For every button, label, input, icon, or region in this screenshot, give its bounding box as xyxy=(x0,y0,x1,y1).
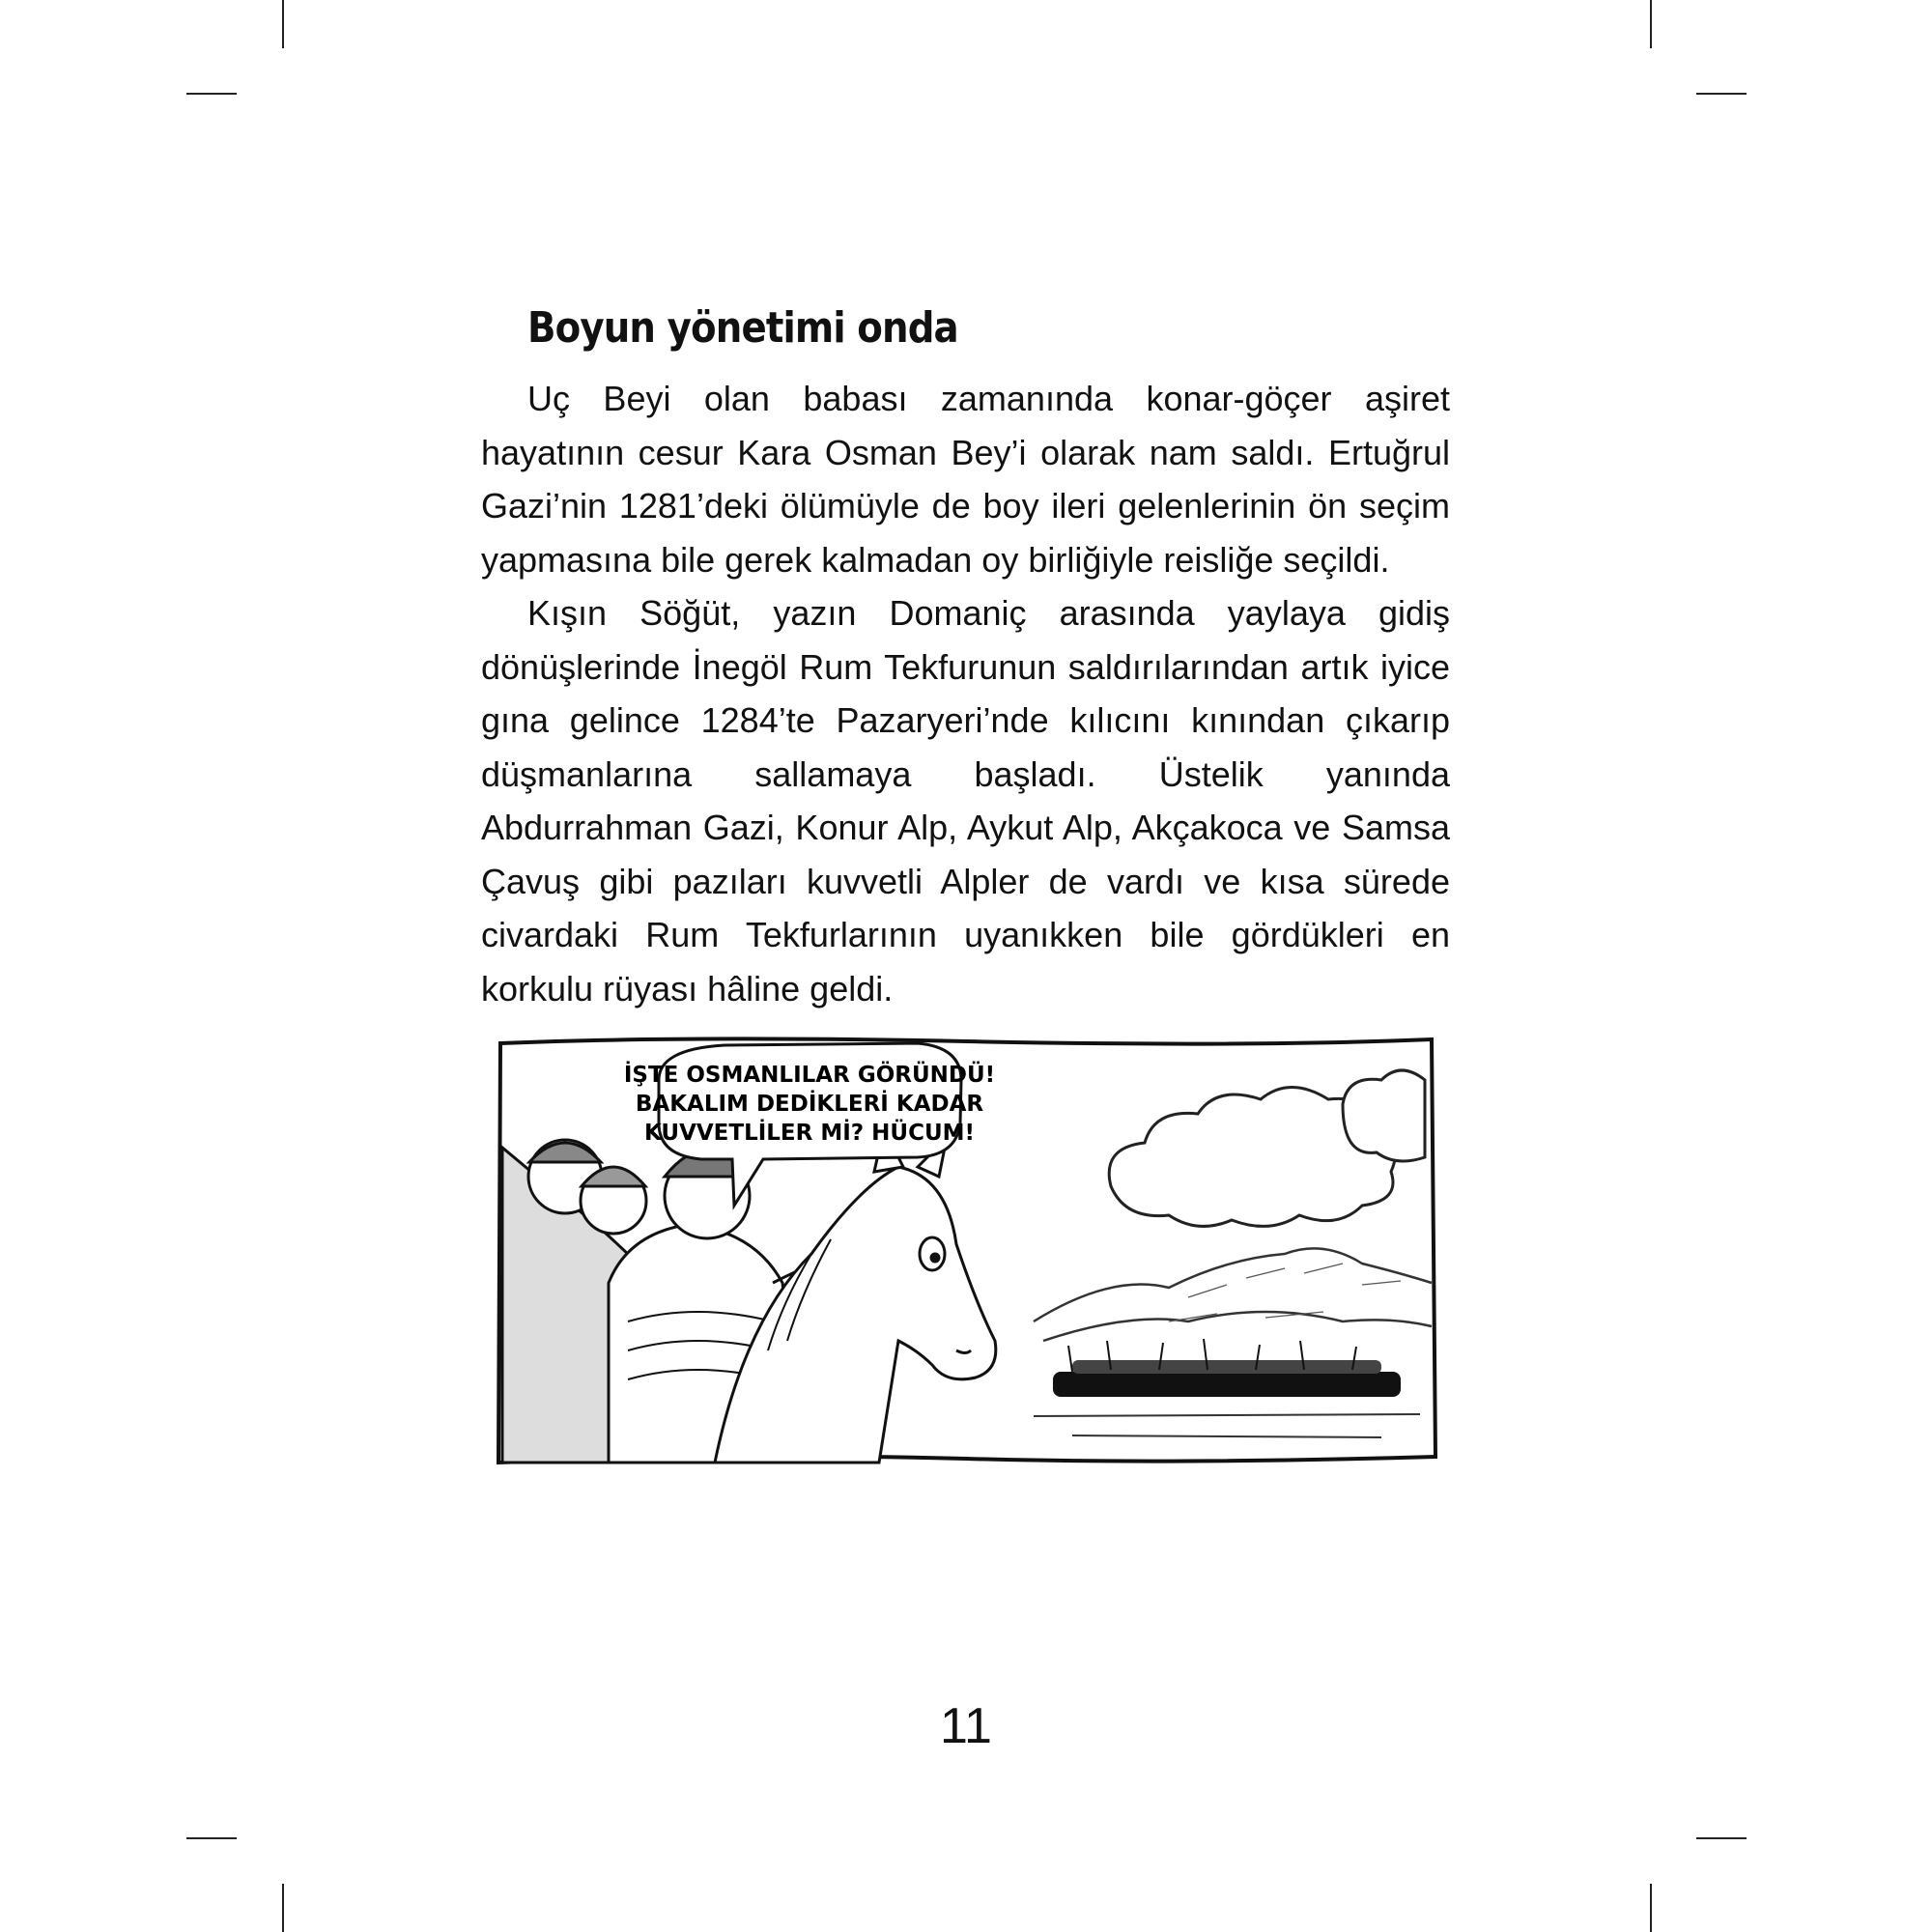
crop-mark xyxy=(186,1837,237,1839)
paragraph: Uç Beyi olan babası zamanında konar-göçer aşiret hayatının cesur Kara Osman Bey’i olarak nam saldı. Ertuğrul Gazi’nin 1281’deki ölümüyle de boy ileri gelenlerinin ön seçim yapmasına bile gerek kalmadan oy birliğiyle reisliğe seçildi. xyxy=(481,379,1450,580)
section-heading: Boyun yönetimi onda xyxy=(527,303,958,353)
distant-army xyxy=(1053,1360,1401,1397)
crop-mark xyxy=(186,93,237,95)
comic-panel xyxy=(493,1032,1439,1468)
crop-mark xyxy=(282,0,284,48)
comic-illustration xyxy=(493,1032,1439,1468)
crop-mark xyxy=(1696,1837,1747,1839)
speech-line: İŞTE OSMANLILAR GÖRÜNDÜ! xyxy=(623,1063,996,1088)
crop-mark xyxy=(282,1884,284,1932)
body-text xyxy=(481,372,1450,1015)
crop-mark xyxy=(1650,1884,1652,1932)
crop-mark xyxy=(1696,93,1747,95)
speech-line: KUVVETLİLER Mİ? HÜCUM! xyxy=(643,1121,976,1146)
speech-line: BAKALIM DEDİKLERİ KADAR xyxy=(635,1092,984,1117)
crop-mark xyxy=(1650,0,1652,48)
page-number: 11 xyxy=(940,1698,992,1754)
paragraph: Kışın Söğüt, yazın Domaniç arasında yaylaya gidiş dönüşlerinde İnegöl Rum Tekfurunun saldırılarından artık iyice gına gelince 1284’te Pazaryeri’nde kılıcını kınından çıkarıp düşmanlarına sallamaya başladı. Üstelik yanında Abdurrahman Gazi, Konur Alp, Aykut Alp, Akçakoca ve Samsa Çavuş gibi pazıları kuvvetli Alpler de vardı ve kısa sürede civardaki Rum Tekfurlarının uyanıkken bile gördükleri en korkulu rüyası hâline geldi. xyxy=(481,593,1450,1009)
